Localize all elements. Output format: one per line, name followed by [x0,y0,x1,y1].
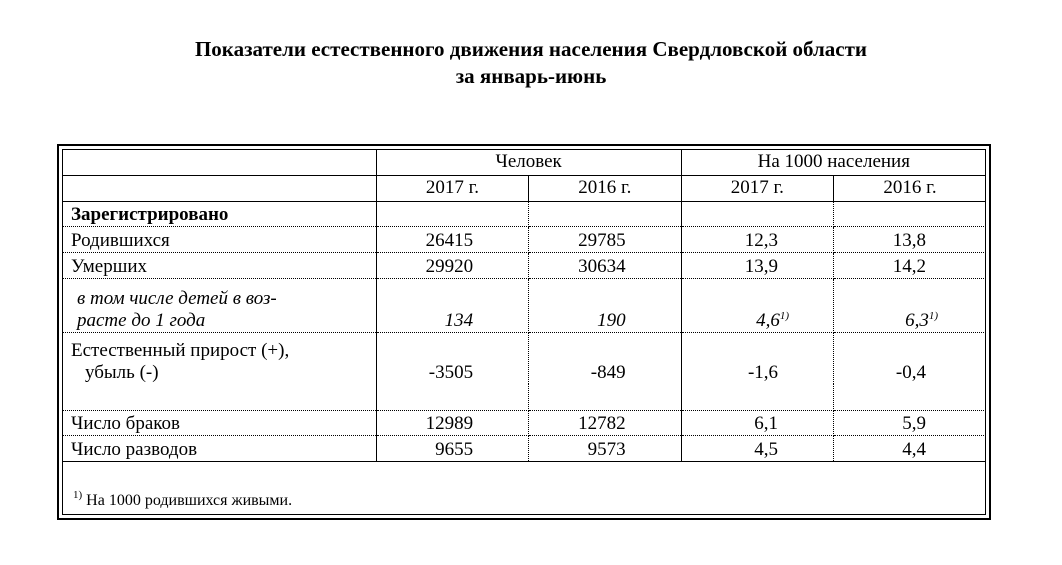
cell-value: 12782 [529,410,681,435]
table-row [63,278,986,332]
cell-value: 13,8 [834,226,986,252]
row-label-line-2: убыль (-) [85,362,159,383]
footnote-mark: 1) [73,489,83,501]
cell-value: 4,5 [681,435,833,461]
row-label: Родившихся [63,226,376,252]
page-title [0,36,1062,90]
title-line-1: Показатели естественного движения населения Свердловской области [194,37,868,61]
table-row [63,332,986,384]
table-row [63,201,986,226]
cell-value: 14,2 [834,252,986,278]
cell-value: 6,1 [681,410,833,435]
table-frame [57,144,991,520]
title-line-2: за январь-июнь [455,64,607,88]
row-label-line-1: в том числе детей в воз- [77,287,277,309]
cell-value: 29920 [376,252,528,278]
header-year-people-2017: 2017 г. [376,175,528,201]
header-year-rate-2017: 2017 г. [681,175,833,201]
statistics-table [63,150,986,462]
row-label [63,332,376,384]
header-group-per-1000: На 1000 населения [681,150,986,175]
header-row-groups [63,150,986,175]
table-row [63,226,986,252]
cell-value: -3505 [376,332,528,384]
table-row [63,410,986,435]
cell-value: 29785 [529,226,681,252]
cell-value: 13,9 [681,252,833,278]
row-label: Число разводов [63,435,376,461]
section-heading: Зарегистрировано [63,201,376,226]
row-label: Число браков [63,410,376,435]
header-row-years [63,175,986,201]
cell-value: 30634 [529,252,681,278]
cell-value: 12,3 [681,226,833,252]
cell-value: 9573 [529,435,681,461]
cell-value: 4,6$^{1)}$ [681,278,833,332]
footnote-text: На 1000 родившихся живыми. [86,492,293,509]
header-corner-cell [63,150,376,175]
row-label [63,278,376,332]
cell-value: 6,3$^{1)}$ [834,278,986,332]
footnote [73,489,293,510]
cell-value: 26415 [376,226,528,252]
row-label-line-2: расте до 1 года [77,309,206,331]
header-group-people: Человек [376,150,681,175]
row-label-line-1: Естественный прирост (+), [71,340,290,361]
table-row [63,252,986,278]
spacer-row [63,384,986,410]
cell-value: 134 [376,278,528,332]
cell-value: -849 [529,332,681,384]
table-row [63,435,986,461]
footnote-mark: 1) [779,309,790,322]
table-inner-frame [62,149,986,515]
cell-value: 12989 [376,410,528,435]
cell-value: -1,6 [681,332,833,384]
cell-value: 190 [529,278,681,332]
cell-value: -0,4 [895,362,926,383]
cell-value: 9655 [376,435,528,461]
footnote-mark: 1) [928,309,938,322]
header-year-people-2016: 2016 г. [529,175,681,201]
header-year-rate-2016: 2016 г. [834,175,986,201]
header-corner-cell-2 [63,175,376,201]
cell-value: 5,9 [834,410,986,435]
row-label: Умерших [63,252,376,278]
cell-value: 4,4 [834,435,986,461]
